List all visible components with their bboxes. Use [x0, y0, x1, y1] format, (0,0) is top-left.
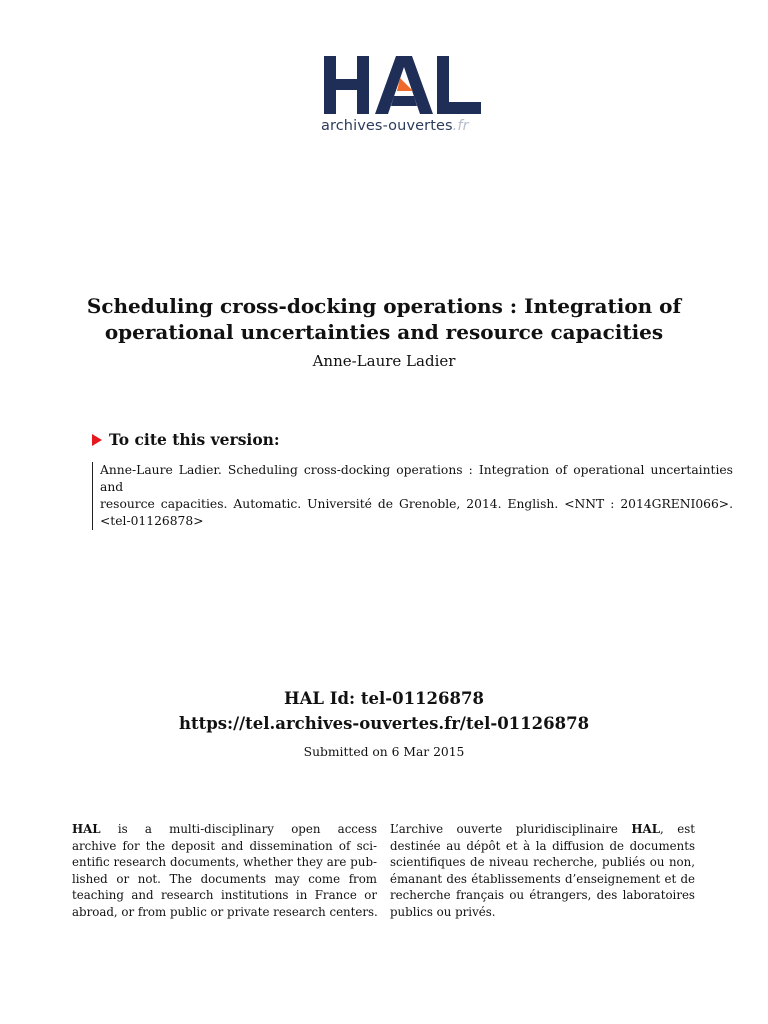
abstract-line: L’archive ouverte pluridisciplinaire HAL, est — [390, 822, 695, 836]
abstract-line: HAL is a multi-disciplinary open access — [72, 822, 377, 836]
abstract-line: abroad, or from public or private research centers. — [72, 904, 378, 919]
abstract-line: émanant des établissements d’enseignement et de — [390, 871, 695, 886]
abstract-english — [72, 821, 377, 921]
hal-logo — [321, 52, 487, 144]
abstract-line: teaching and research institutions in France or — [72, 888, 377, 903]
abstract-line: entific research documents, whether they are pub- — [72, 855, 377, 870]
abstract-line: archive for the deposit and dissemination of sci- — [72, 838, 377, 853]
citation-line: resource capacities. Automatic. Université de Grenoble, 2014. English. <NNT : 2014GRENI066>. — [100, 497, 733, 511]
document-title — [60, 293, 708, 345]
cite-heading-label: To cite this version: — [109, 430, 280, 449]
citation-line: <tel-01126878> — [100, 514, 204, 528]
hal-id: HAL Id: tel-01126878 — [284, 689, 484, 708]
abstract-french — [390, 821, 695, 921]
abstract-line: recherche français ou étrangers, des laboratoires — [390, 888, 695, 903]
hal-logo-mark — [321, 52, 487, 116]
abstract-line: publics ou privés. — [390, 904, 496, 919]
citation-block — [92, 462, 733, 530]
red-triangle-bullet-icon — [92, 434, 102, 446]
title-line-1: Scheduling cross-docking operations : Integration of — [86, 294, 682, 318]
citation-line: Anne-Laure Ladier. Scheduling cross-docking operations : Integration of operational uncertainties and — [100, 463, 733, 494]
abstract-line: destinée au dépôt et à la diffusion de documents — [390, 838, 695, 853]
title-line-2: operational uncertainties and resource capacities — [104, 320, 664, 344]
abstract-line: scientifiques de niveau recherche, publiés ou non, — [390, 855, 695, 870]
author-name: Anne-Laure Ladier — [312, 352, 456, 370]
abstract-line: lished or not. The documents may come from — [72, 871, 377, 886]
submission-date: Submitted on 6 Mar 2015 — [303, 745, 465, 759]
hal-logo-subtitle: archives-ouvertes.fr — [321, 118, 469, 134]
cite-heading — [92, 430, 280, 450]
document-url[interactable]: https://tel.archives-ouvertes.fr/tel-01126878 — [178, 714, 590, 733]
